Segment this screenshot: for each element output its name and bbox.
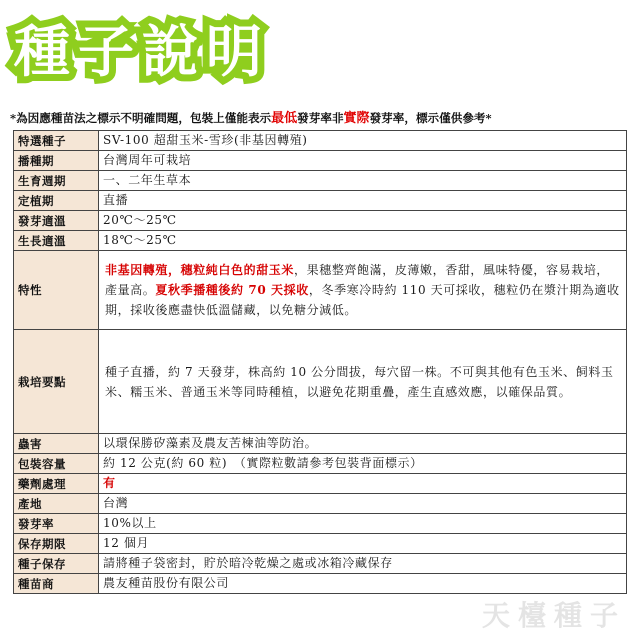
row-sowing [14, 151, 627, 171]
label-package: 包裝容量 [14, 454, 99, 474]
value-storage: 請將種子袋密封，貯於暗冷乾燥之處或冰箱冷藏保存 [99, 554, 627, 574]
label-growth-temp: 生長適溫 [14, 231, 99, 251]
label-pests: 蟲害 [14, 434, 99, 454]
row-cycle [14, 171, 627, 191]
traits-text-2: ，冬季寒冷時約 110 天可採收，穗粒仍在漿汁期為適收期，採收後應盡快低溫儲藏，以免糖分減低。 [105, 283, 620, 317]
notice-highlight-actual: 實際 [343, 111, 370, 126]
value-traits [99, 251, 627, 330]
label-cycle: 生育週期 [14, 171, 99, 191]
label-germination-rate: 發芽率 [14, 514, 99, 534]
label-treatment: 藥劑處理 [14, 474, 99, 494]
disclaimer-notice [10, 110, 632, 127]
row-treatment [14, 474, 627, 494]
watermark-logo: 天檯種子 [481, 599, 626, 632]
notice-highlight-lowest: 最低 [271, 111, 298, 126]
row-package [14, 454, 627, 474]
label-cultivation: 栽培要點 [14, 330, 99, 434]
notice-text-1: *為因應種苗法之標示不明確問題，包裝上僅能表示 [10, 111, 272, 125]
value-growth-temp: 18℃～25℃ [99, 231, 627, 251]
label-variety: 特選種子 [14, 131, 99, 151]
value-planting: 直播 [99, 191, 627, 211]
traits-highlight-white-corn: 非基因轉殖，穗粒純白色的甜玉米 [105, 263, 295, 277]
value-package: 約 12 公克(約 60 粒) （實際粒數請參考包裝背面標示） [99, 454, 627, 474]
traits-highlight-harvest: 夏秋季播種後約 70 天採收 [155, 283, 309, 297]
label-traits: 特性 [14, 251, 99, 330]
row-shelf-life [14, 534, 627, 554]
row-variety [14, 131, 627, 151]
label-shelf-life: 保存期限 [14, 534, 99, 554]
row-traits [14, 251, 627, 330]
label-origin: 產地 [14, 494, 99, 514]
value-variety: SV-100 超甜玉米-雪珍(非基因轉殖) [99, 131, 627, 151]
row-pests [14, 434, 627, 454]
label-supplier: 種苗商 [14, 574, 99, 594]
notice-text-2: 發芽率非 [297, 111, 344, 125]
value-cultivation: 種子直播，約 7 天發芽，株高約 10 公分間拔，每穴留一株。不可與其他有色玉米、飼料玉米、糯玉米、普通玉米等同時種植，以避免花期重疊，產生直感效應，以確保品質。 [99, 330, 627, 434]
row-germination-rate [14, 514, 627, 534]
notice-text-3: 發芽率，標示僅供參考* [369, 111, 492, 125]
row-planting [14, 191, 627, 211]
label-germination-temp: 發芽適溫 [14, 211, 99, 231]
value-treatment: 有 [99, 474, 627, 494]
traits-text-1: ，果穗整齊飽滿，皮薄嫩，香甜，風味特優，容易栽培，產量高。 [105, 263, 610, 297]
label-storage: 種子保存 [14, 554, 99, 574]
value-sowing: 台灣周年可栽培 [99, 151, 627, 171]
value-pests: 以環保勝矽藻素及農友苦楝油等防治。 [99, 434, 627, 454]
value-germination-temp: 20℃～25℃ [99, 211, 627, 231]
value-cycle: 一、二年生草本 [99, 171, 627, 191]
label-planting: 定植期 [14, 191, 99, 211]
row-storage [14, 554, 627, 574]
page-title: 種子說明 [14, 20, 270, 85]
value-supplier: 農友種苗股份有限公司 [99, 574, 627, 594]
row-origin [14, 494, 627, 514]
value-origin: 台灣 [99, 494, 627, 514]
value-germination-rate: 10%以上 [99, 514, 627, 534]
seed-spec-table [13, 130, 627, 594]
row-supplier [14, 574, 627, 594]
row-growth-temp [14, 231, 627, 251]
row-cultivation [14, 330, 627, 434]
row-germination-temp [14, 211, 627, 231]
value-shelf-life: 12 個月 [99, 534, 627, 554]
label-sowing: 播種期 [14, 151, 99, 171]
